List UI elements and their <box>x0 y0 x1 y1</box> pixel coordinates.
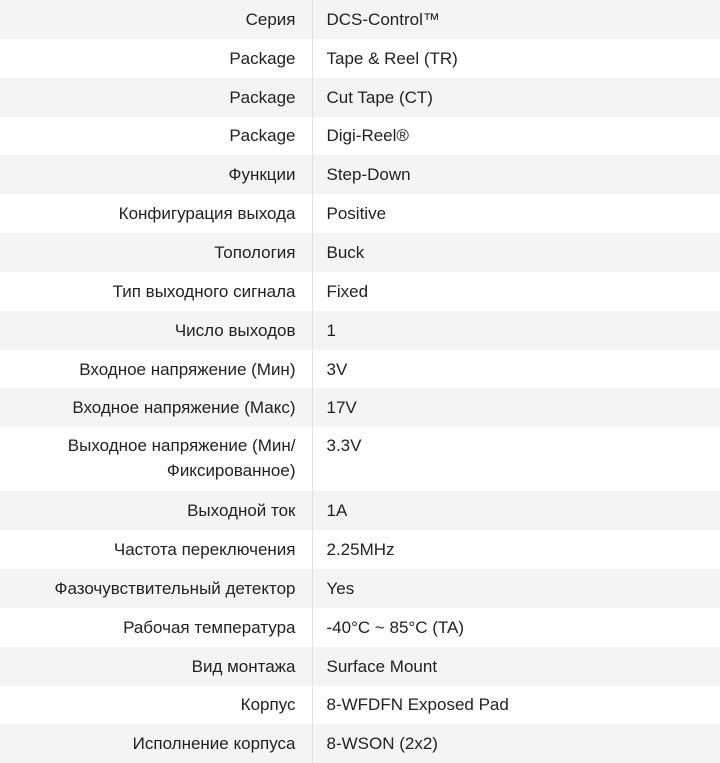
spec-value: 2.25MHz <box>326 540 395 560</box>
spec-value: Cut Tape (CT) <box>326 87 433 107</box>
spec-value: 8-WFDFN Exposed Pad <box>326 695 509 715</box>
spec-label: Входное напряжение (Макс) <box>0 388 312 427</box>
spec-value: Yes <box>326 578 355 598</box>
spec-label: Число выходов <box>0 311 312 350</box>
spec-row <box>0 686 720 725</box>
spec-value: Digi-Reel® <box>326 126 409 146</box>
spec-label: Серия <box>0 0 312 39</box>
spec-value: Buck <box>326 242 365 262</box>
spec-value: 17V <box>326 398 357 418</box>
spec-row <box>0 39 720 78</box>
spec-row <box>0 491 720 530</box>
spec-label: Исполнение корпуса <box>0 724 312 763</box>
spec-value: 3.3V <box>326 436 362 456</box>
spec-label: Вид монтажа <box>0 647 312 686</box>
spec-row <box>0 647 720 686</box>
spec-row <box>0 350 720 389</box>
spec-value: 3V <box>326 359 348 379</box>
spec-value: -40°C ~ 85°C (TA) <box>326 617 465 637</box>
spec-label: Конфигурация выхода <box>0 194 312 233</box>
spec-row <box>0 194 720 233</box>
spec-label: Package <box>0 39 312 78</box>
spec-row <box>0 388 720 427</box>
spec-label: Фазочувствительный детектор <box>0 569 312 608</box>
spec-value: Step-Down <box>326 165 411 185</box>
spec-value: Fixed <box>326 281 369 301</box>
spec-label: Выходной ток <box>0 491 312 530</box>
spec-row <box>0 155 720 194</box>
spec-value: DCS-Control™ <box>326 9 440 29</box>
spec-value: Positive <box>326 204 387 224</box>
spec-value: Surface Mount <box>326 656 438 676</box>
spec-row <box>0 569 720 608</box>
spec-row <box>0 117 720 156</box>
spec-label: Входное напряжение (Мин) <box>0 350 312 389</box>
spec-row <box>0 78 720 117</box>
spec-value: 1 <box>326 320 336 340</box>
spec-row <box>0 0 720 39</box>
spec-row <box>0 233 720 272</box>
spec-row <box>0 311 720 350</box>
spec-value: 8-WSON (2x2) <box>326 734 438 754</box>
spec-label: Топология <box>0 233 312 272</box>
spec-row <box>0 530 720 569</box>
spec-label: Корпус <box>0 686 312 725</box>
spec-label: Package <box>0 78 312 117</box>
spec-label: Выходное напряжение (Мин/ Фиксированное) <box>0 427 312 491</box>
spec-label: Package <box>0 117 312 156</box>
spec-value: 1A <box>326 501 348 521</box>
spec-row <box>0 608 720 647</box>
spec-label: Тип выходного сигнала <box>0 272 312 311</box>
spec-row <box>0 427 720 491</box>
spec-label: Рабочая температура <box>0 608 312 647</box>
spec-label: Функции <box>0 155 312 194</box>
spec-row <box>0 272 720 311</box>
spec-label: Частота переключения <box>0 530 312 569</box>
spec-row <box>0 724 720 763</box>
spec-value: Tape & Reel (TR) <box>326 48 458 68</box>
